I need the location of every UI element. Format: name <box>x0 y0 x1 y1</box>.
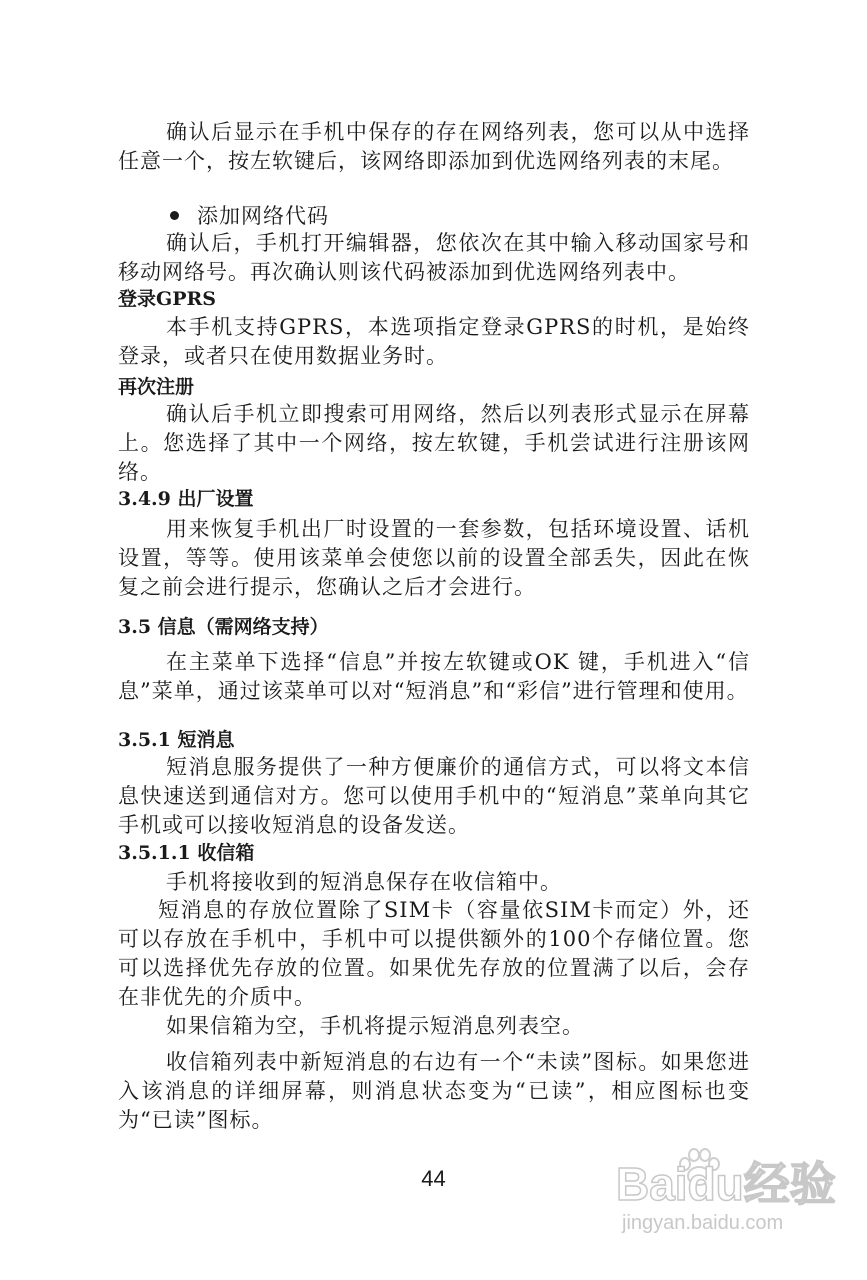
paragraph-unread-icon: 收信箱列表中新短消息的右边有一个“未读”图标。如果您进入该消息的详细屏幕，则消息状态变为“已读”，相应图标也变为“已读”图标。 <box>118 1050 750 1132</box>
paragraph-sms: 短消息服务提供了一种方便廉价的通信方式，可以将文本信息快速送到通信对方。您可以使用手机中的“短消息”菜单向其它手机或可以接收短消息的设备发送。 <box>118 755 750 837</box>
heading-login-gprs: 登录GPRS <box>118 288 217 310</box>
paragraph-messages: 在主菜单下选择“信息”并按左软键或OK 键，手机进入“信息”菜单，通过该菜单可以对“短消息”和“彩信”进行管理和使用。 <box>118 650 750 703</box>
paragraph-editor: 确认后，手机打开编辑器，您依次在其中输入移动国家号和移动网络号。再次确认则该代码被添加到优选网络列表中。 <box>118 231 750 284</box>
heading-sms: 3.5.1 短消息 <box>118 729 235 751</box>
paragraph-inbox-save: 手机将接收到的短消息保存在收信箱中。 <box>166 870 562 894</box>
bullet-add-network-code <box>170 202 329 231</box>
paragraph-empty-inbox: 如果信箱为空，手机将提示短消息列表空。 <box>166 1014 584 1038</box>
heading-reregister: 再次注册 <box>118 376 195 398</box>
paragraph-gprs: 本手机支持GPRS，本选项指定登录GPRS的时机，是始终登录，或者只在使用数据业务时。 <box>118 315 750 368</box>
bullet-label: 添加网络代码 <box>197 204 329 228</box>
watermark-logo: Baidu经验 <box>616 1158 836 1210</box>
paragraph-factory-settings: 用来恢复手机出厂时设置的一套参数，包括环境设置、话机设置，等等。使用该菜单会使您以前的设置全部丢失，因此在恢复之前会进行提示，您确认之后才会进行。 <box>118 517 750 599</box>
page-number: 44 <box>421 1166 446 1191</box>
paragraph-storage-location: 短消息的存放位置除了SIM卡（容量依SIM卡而定）外，还可以存放在手机中，手机中可以提供额外的100个存储位置。您可以选择优先存放的位置。如果优先存放的位置满了以后，会存在非优先的介质中。 <box>118 898 750 1009</box>
paragraph-reregister: 确认后手机立即搜索可用网络，然后以列表形式显示在屏幕上。您选择了其中一个网络，按左软键，手机尝试进行注册该网络。 <box>118 402 750 484</box>
heading-messages: 3.5 信息（需网络支持） <box>118 616 329 638</box>
heading-inbox: 3.5.1.1 收信箱 <box>118 842 255 864</box>
paragraph-network-list: 确认后显示在手机中保存的存在网络列表，您可以从中选择任意一个，按左软键后，该网络即添加到优选网络列表的末尾。 <box>118 120 750 173</box>
bullet-dot-icon <box>170 211 179 220</box>
heading-factory-settings: 3.4.9 出厂设置 <box>118 488 254 510</box>
watermark-url: jingyan.baidu.com <box>622 1212 784 1234</box>
